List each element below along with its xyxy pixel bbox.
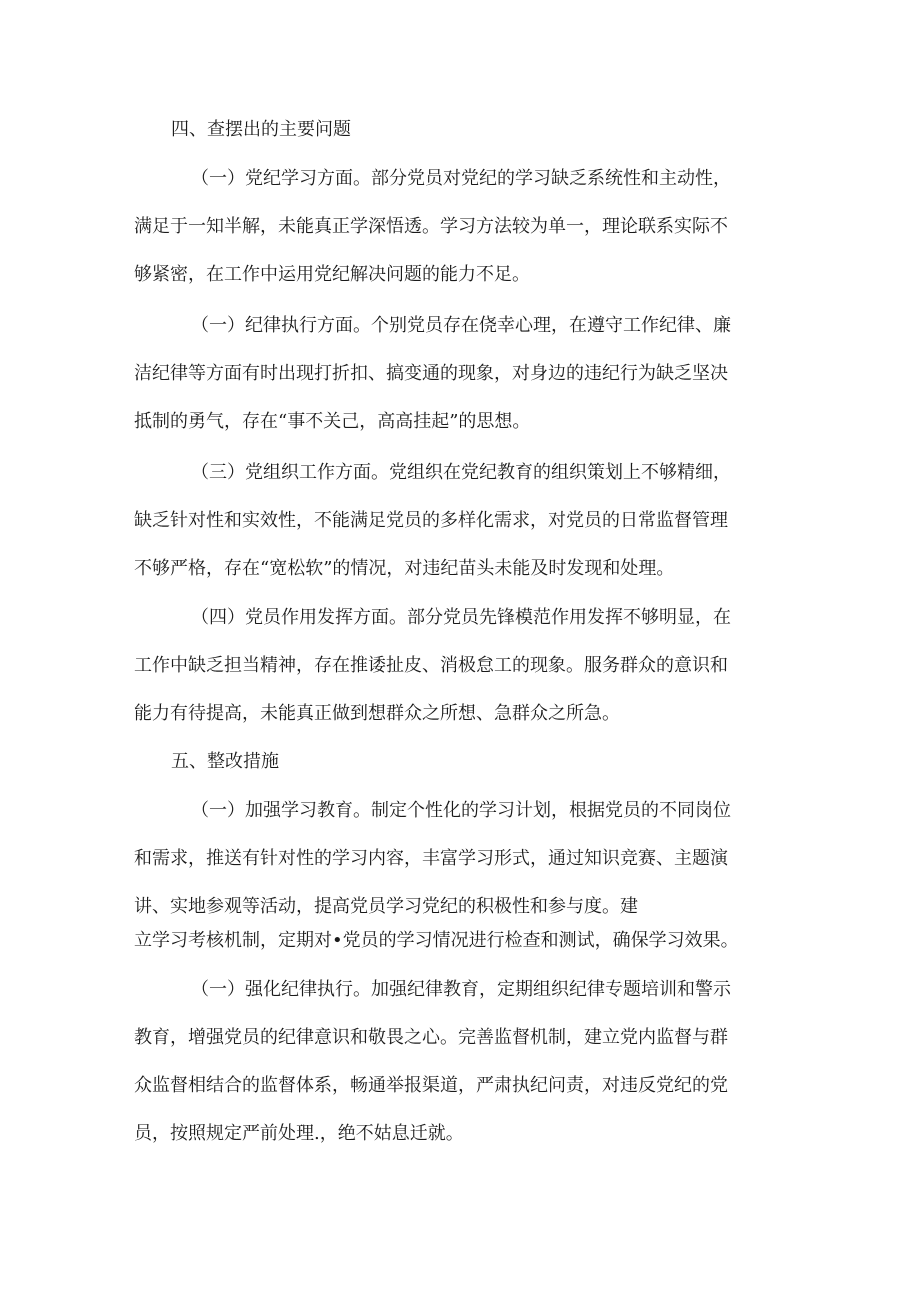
paragraph-line: 缺乏针对性和实效性，不能满足党员的多样化需求，对党员的日常监督管理 xyxy=(134,510,728,531)
paragraph-line: 教育，增强党员的纪律意识和敬畏之心。完善监督机制，建立党内监督与群 xyxy=(134,1027,728,1048)
paragraph-line: 立学习考核机制，定期对•党员的学习情况进行检查和测试，确保学习效果。 xyxy=(134,930,739,951)
paragraph-line: 抵制的勇气，存在“事不关己，高高挂起”的思想。 xyxy=(134,411,531,432)
paragraph-line: 和需求，推送有针对性的学习内容，丰富学习形式，通过知识竞赛、主题演 xyxy=(134,848,728,869)
paragraph-line: 满足于一知半解，未能真正学深悟透。学习方法较为单一，理论联系实际不 xyxy=(134,216,728,237)
paragraph-line: （一）纪律执行方面。个别党员存在侥幸心理，在遵守工作纪律、廉 xyxy=(191,315,731,336)
paragraph-line: 够紧密，在工作中运用党纪解决问题的能力不足。 xyxy=(134,264,530,285)
paragraph-line: 能力有待提高，未能真正做到想群众之所想、急群众之所急。 xyxy=(134,703,620,724)
paragraph-line: 工作中缺乏担当精神，存在推诿扯皮、消极怠工的现象。服务群众的意识和 xyxy=(134,655,728,676)
paragraph-line: 洁纪律等方面有时出现打折扣、搞变通的现象，对身边的违纪行为缺乏坚决 xyxy=(134,363,728,384)
paragraph-line: （一）加强学习教育。制定个性化的学习计划，根据党员的不同岗位 xyxy=(191,800,731,821)
paragraph-line: （四）党员作用发挥方面。部分党员先锋模范作用发挥不够明显，在 xyxy=(191,607,731,628)
section-heading: 五、整改措施 xyxy=(171,751,279,772)
paragraph-line: （三）党组织工作方面。党组织在党纪教育的组织策划上不够精细， xyxy=(191,462,731,483)
paragraph-line: （一）党纪学习方面。部分党员对党纪的学习缺乏系统性和主动性， xyxy=(191,168,731,189)
paragraph-line: 讲、实地参观等活动，提高党员学习党纪的积极性和参与度。建 xyxy=(134,896,638,917)
paragraph-line: 员，按照规定严前处理.，绝不姑息迁就。 xyxy=(134,1123,464,1144)
paragraph-line: （一）强化纪律执行。加强纪律教育，定期组织纪律专题培训和警示 xyxy=(191,979,731,1000)
paragraph-line: 不够严格，存在“宽松软”的情况，对违纪苗头未能及时发现和处理。 xyxy=(134,558,675,579)
section-heading: 四、查摆出的主要问题 xyxy=(171,119,351,140)
paragraph-line: 众监督相结合的监督体系，畅通举报渠道，严肃执纪问责，对违反党纪的党 xyxy=(134,1075,728,1096)
